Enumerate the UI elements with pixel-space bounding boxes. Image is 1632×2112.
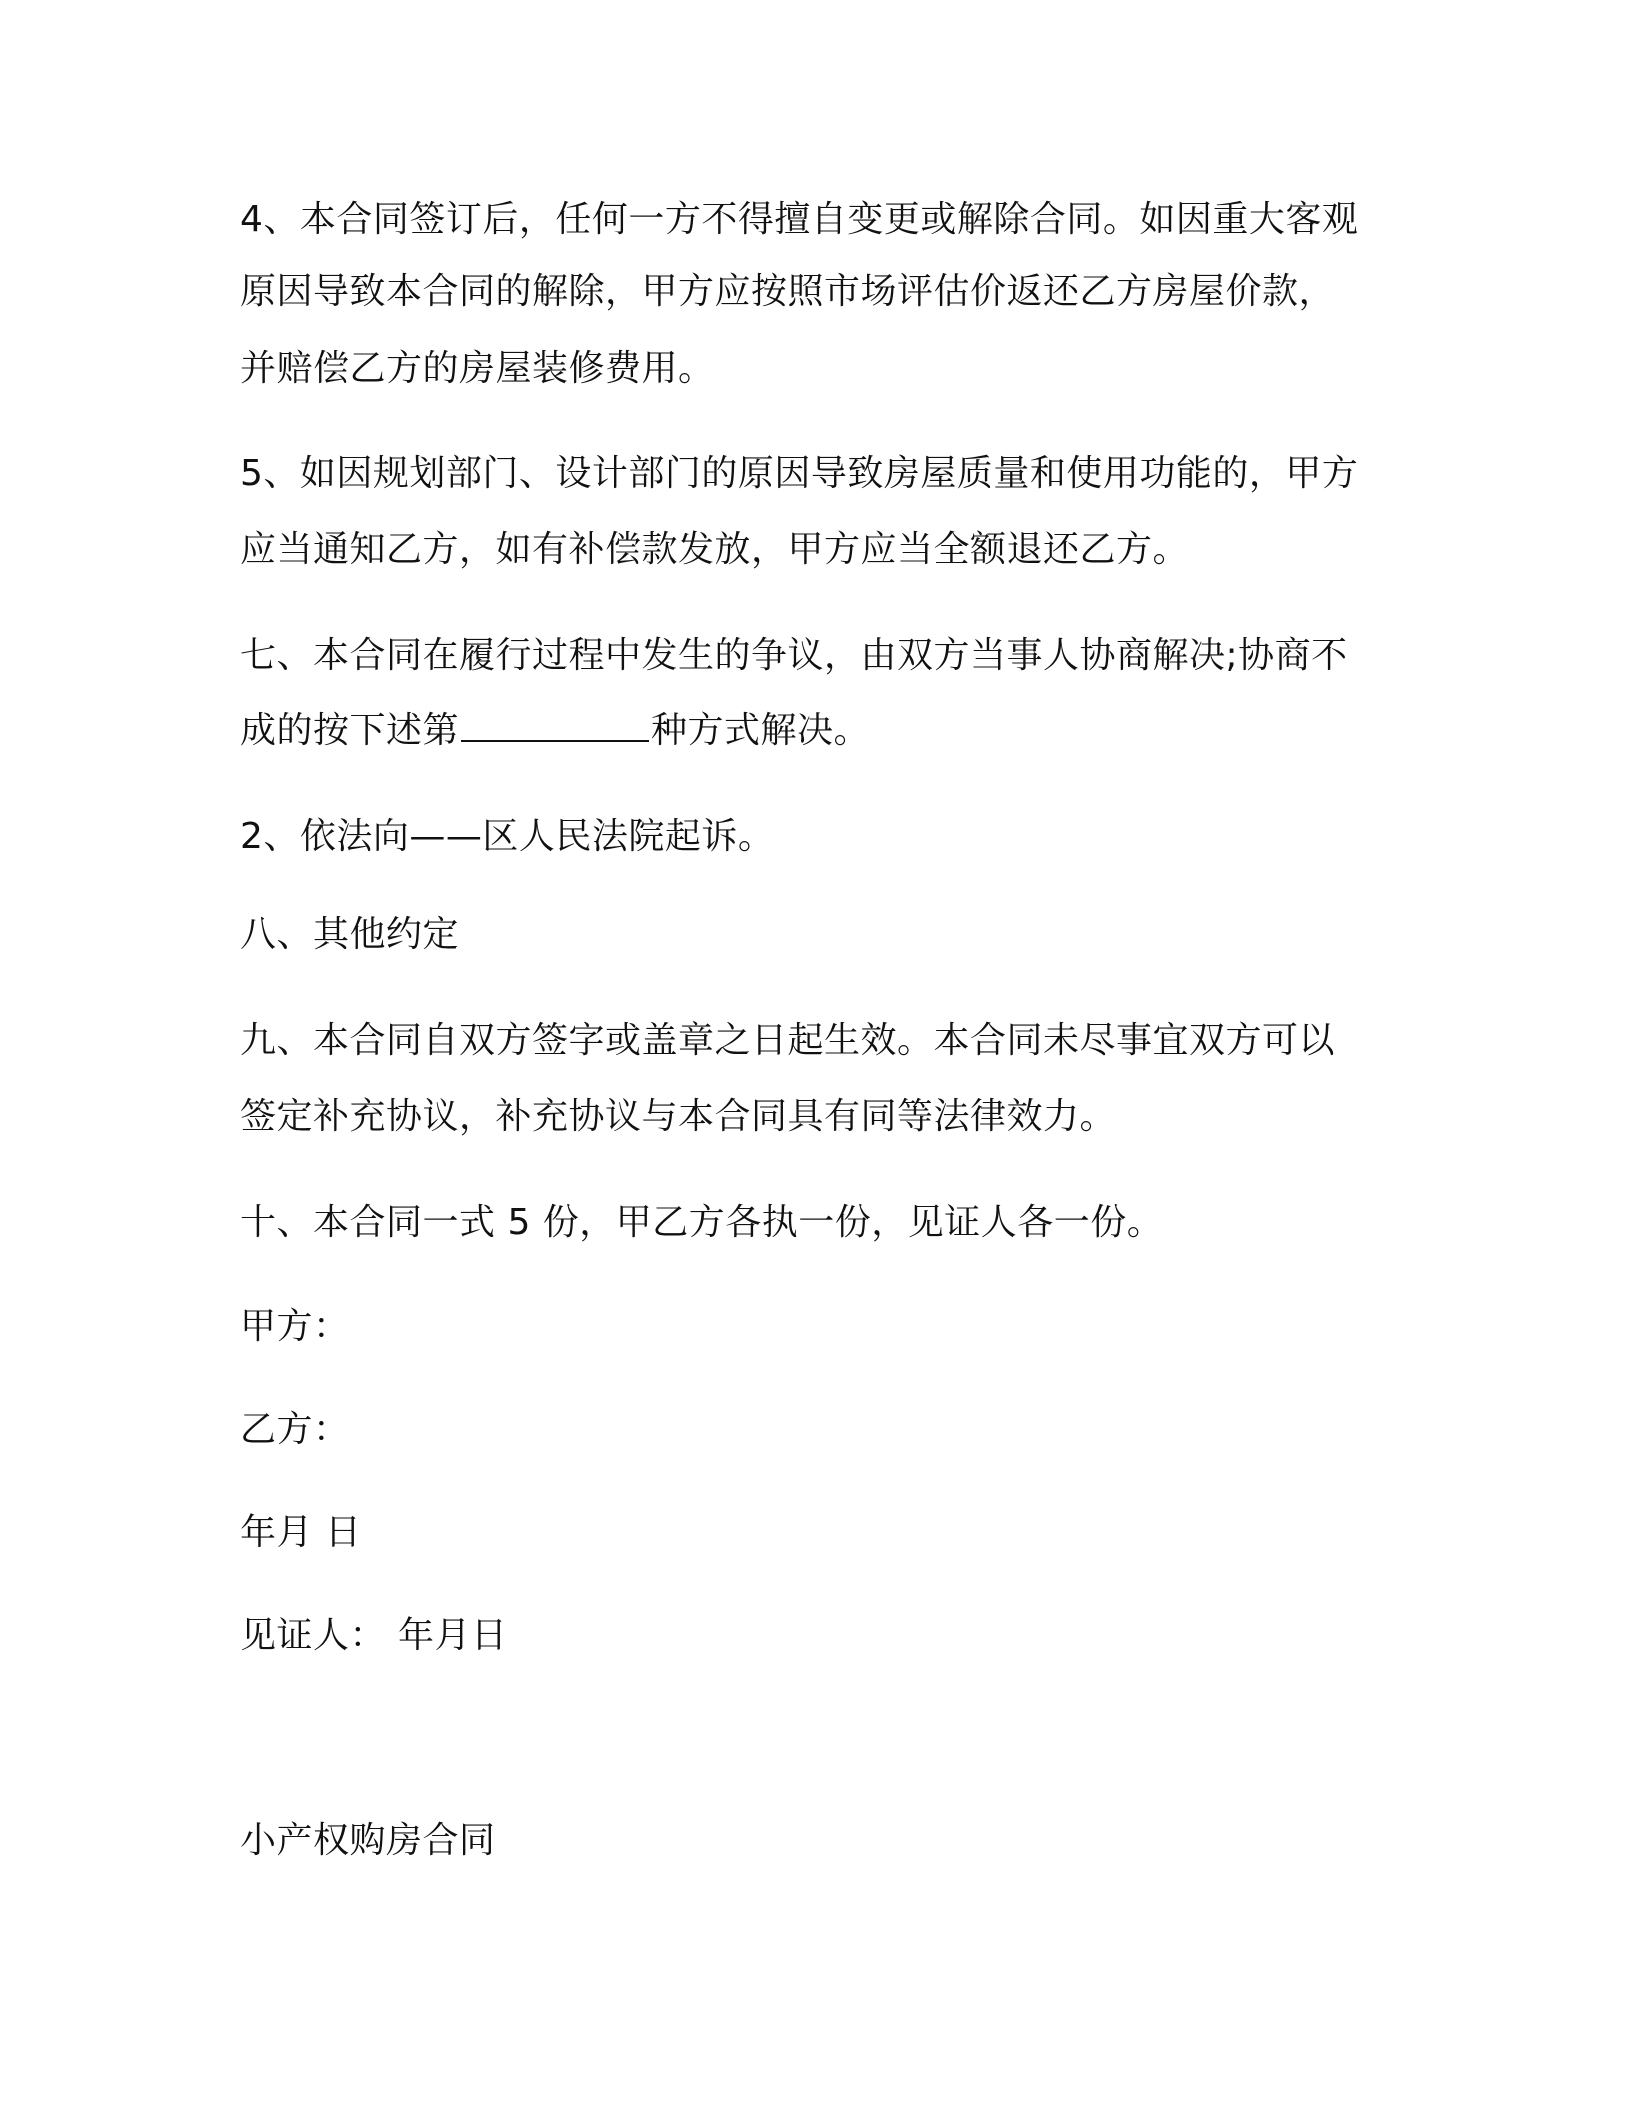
date-line: 年月 日 — [240, 1512, 362, 1553]
party-a-label: 甲方： — [240, 1306, 350, 1347]
next-document-title: 小产权购房合同 — [240, 1820, 496, 1861]
section-7-line-2 — [240, 707, 870, 755]
clause-4-line-2: 原因导致本合同的解除，甲方应按照市场评估价返还乙方房屋价款， — [240, 271, 1336, 312]
section-7-line-2-before: 成的按下述第 — [240, 710, 460, 751]
fill-in-blank — [461, 710, 649, 742]
section-9-line-1: 九、本合同自双方签字或盖章之日起生效。本合同未尽事宜双方可以 — [240, 1020, 1336, 1061]
clause-5-line-1: 5、如因规划部门、设计部门的原因导致房屋质量和使用功能的，甲方 — [240, 453, 1359, 494]
section-10-line: 十、本合同一式 5 份，甲乙方各执一份，见证人各一份。 — [240, 1202, 1164, 1243]
party-b-label: 乙方： — [240, 1409, 350, 1450]
clause-5-line-2: 应当通知乙方，如有补偿款发放，甲方应当全额退还乙方。 — [240, 529, 1190, 570]
section-7-line-2-after: 种方式解决。 — [651, 710, 871, 751]
clause-4-line-3: 并赔偿乙方的房屋装修费用。 — [240, 348, 715, 389]
section-8-heading: 八、其他约定 — [240, 914, 460, 955]
section-9-line-2: 签定补充协议，补充协议与本合同具有同等法律效力。 — [240, 1096, 1117, 1137]
clause-4-line-1: 4、本合同签订后，任何一方不得擅自变更或解除合同。如因重大客观 — [240, 199, 1359, 240]
section-7-line-1: 七、本合同在履行过程中发生的争议，由双方当事人协商解决;协商不 — [240, 635, 1348, 676]
option-2-line: 2、依法向——区人民法院起诉。 — [240, 816, 775, 857]
witness-line: 见证人： 年月日 — [240, 1615, 508, 1656]
